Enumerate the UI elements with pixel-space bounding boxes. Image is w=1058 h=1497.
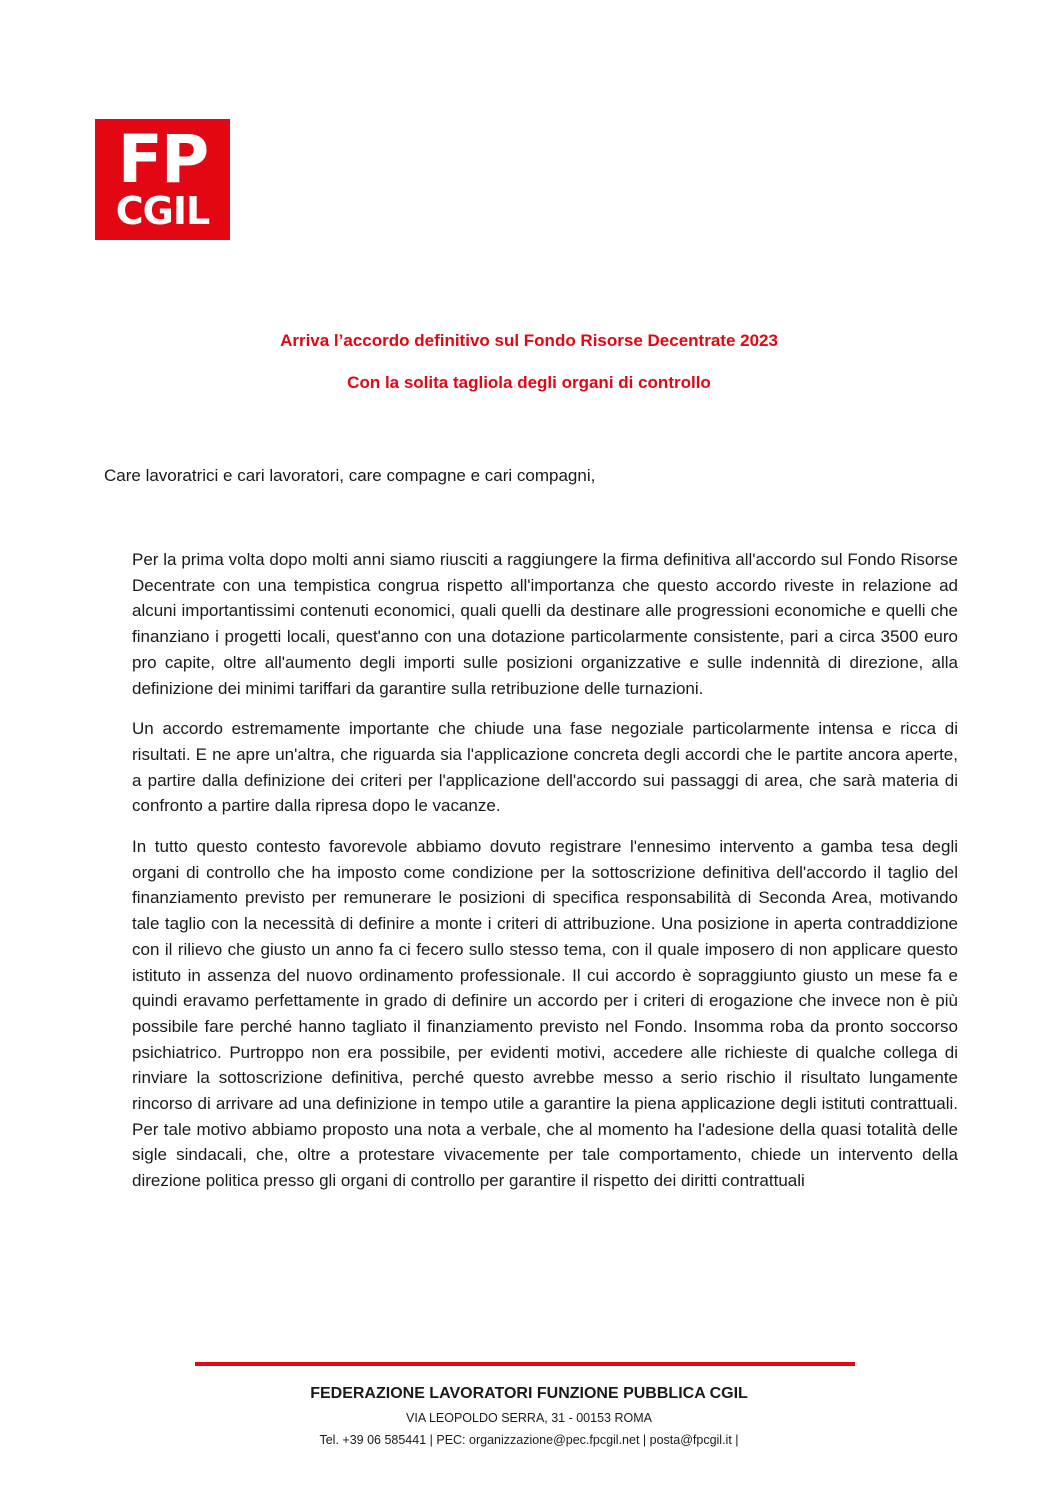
document-subtitle: Con la solita tagliola degli organi di controllo (347, 373, 711, 392)
paragraph: In tutto questo contesto favorevole abbiamo dovuto registrare l'ennesimo intervento a gamba tesa degli organi di controllo che ha imposto come condizione per la sottoscrizione definitiva dell'accordo il taglio del finanziamento previsto per remunerare le posizioni di specifica responsabilità di Seconda Area, motivando tale taglio con la necessità di definire a monte i criteri di attribuzione. Una posizione in aperta contraddizione con il rilievo che giusto un anno fa ci fecero sullo stesso tema, con il quale imposero di non applicare questo istituto in assenza del nuovo ordinamento professionale. Il cui accordo è sopraggiunto giusto un mese fa e quindi eravamo perfettamente in grado di definire un accordo per i criteri di erogazione che invece non è più possibile fare perché hanno tagliato il finanziamento previsto nel Fondo. Insomma roba da pronto soccorso psichiatrico. Purtroppo non era possibile, per evidenti motivi, accedere alle richieste di qualche collega di rinviare la sottoscrizione definitiva, perché questo avrebbe messo a serio rischio il risultato lungamente rincorso di arrivare ad una definizione in tempo utile a garantire la piena applicazione degli istituti contrattuali. Per tale motivo abbiamo proposto una nota a verbale, che al momento ha l'adesione della quasi totalità delle sigle sindacali, che, oltre a protestare vivacemente per tale comportamento, chiede un intervento della direzione politica presso gli organi di controllo per garantire il rispetto dei diritti contrattuali (132, 837, 958, 1191)
footer-address: VIA LEOPOLDO SERRA, 31 - 00153 ROMA (406, 1411, 652, 1425)
paragraph: Per la prima volta dopo molti anni siamo riusciti a raggiungere la firma definitiva all'accordo sul Fondo Risorse Decentrate con una tempistica congrua rispetto all'importanza che questo accordo riveste in relazione ad alcuni importantissimi contenuti economici, quali quelli da destinare alle progressioni economiche e quelli che finanziano i progetti locali, quest'anno con una dotazione particolarmente consistente, pari a circa 3500 euro pro capite, oltre all'aumento degli importi sulle posizioni organizzative e sulle indennità di direzione, alla definizione dei minimi tariffari da garantire sulla retribuzione delle turnazioni. (132, 550, 958, 698)
logo-cgil-text: CGIL (115, 189, 210, 233)
letter-body (132, 547, 958, 1209)
fp-cgil-logo (95, 119, 230, 240)
footer-organization: FEDERAZIONE LAVORATORI FUNZIONE PUBBLICA CGIL (310, 1385, 748, 1402)
greeting: Care lavoratrici e cari lavoratori, care compagne e cari compagni, (104, 466, 596, 485)
document-title: Arriva l’accordo definitivo sul Fondo Risorse Decentrate 2023 (280, 331, 778, 350)
logo-fp-text: FP (117, 121, 208, 198)
footer-contacts: Tel. +39 06 585441 | PEC: organizzazione@pec.fpcgil.net | posta@fpcgil.it | (319, 1433, 739, 1447)
paragraph: Un accordo estremamente importante che chiude una fase negoziale particolarmente intensa e ricca di risultati. E ne apre un'altra, che riguarda sia l'applicazione concreta degli accordi che le partite ancora aperte, a partire dalla definizione dei criteri per l'applicazione dell'accordo sui passaggi di area, che sarà materia di confronto a partire dalla ripresa dopo le vacanze. (132, 719, 958, 816)
footer-divider (195, 1362, 855, 1366)
